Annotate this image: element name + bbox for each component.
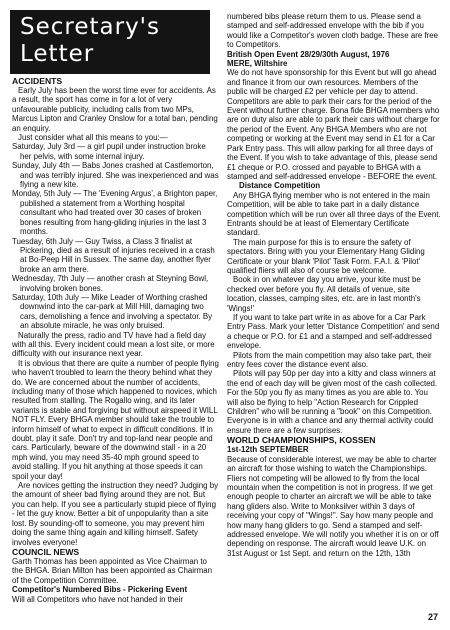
page-number: 27 — [427, 612, 438, 622]
distance-paragraph: Book in on whatever day you arrive, your kite must be checked over before you fly. All details of venue, site location, classes, camping sites, etc. are in last month's 'Wings!' — [227, 275, 421, 313]
accidents-intro: Early July has been the worst time ever for accidents. As a result, the sport has come in for a lot of very unfavourable publicity, including calls from two MPs, Marcus Lipton and Cranley Onslow for a total ban, pending an enquiry. — [12, 86, 218, 133]
accidents-paragraph: It is obvious that there are quite a number of people flying who haven't troubled to learn the theory behind what they do. We are concerned about the number of accidents, including many of those which happened to novices, which resulted from stalling. The Rogallo wing, and its later variants is stable and forgiving but without airspeed it WILL NOT FLY. Every BHGA member should take the trouble to inform himself of what to expect in difficult conditions. If in doubt, play it safe. Don't try and top-land near people and cars. Particularly, beware of the downwind stall - in a 20 mph wind, you may need 35-40 mph ground speed to avoid stalling. If you hit anything at those speeds it can spoil your day! — [12, 358, 219, 481]
accidents-intro: Just consider what all this means to you:— — [18, 133, 168, 143]
accidents-paragraph: Are novices getting the instruction they need? Judging by the amount of sheer bad flying around they are not. But you can help. If you see a particularly stupid piece of flying - let the guy know. Better a bit of unpopularity than a site lost. By sounding-off to someone, you may prevent him doing the same thing again and killing himself. Safety involves everyone! — [12, 481, 219, 547]
distance-heading: Distance Competition — [239, 181, 321, 191]
accident-entry: Sunday, July 4th — Babs Jones crashed at Castlemorton, and was terribly injured. She was inexperienced and was flying a new kite. — [12, 161, 219, 190]
world-championships-text: Because of considerable interest, we may be able to charter an aircraft for those wishing to watch the Championships. Fliers not competing will be allowed to fly from the local mountain when the competition is not in progress. If we get enough people to charter an aircraft we will be able to take hang gliders also. Write to Monksilver within 3 days of receiving your copy of "Wings!". Say how many people and how many hang gliders to go. Send a stamped and self-addressed envelope. We will notify you whether it is on or off depending on response. The aircraft would leave U.K. on 31st August or 1st Sept. and return on the 12th, 13th — [227, 454, 439, 558]
british-open-text: We do not have sponsorship for this Event but will go ahead and finance it from our own resources. Members of the public will be charged £2 per vehicle per day to attend. Competitors are able to park their cars for the period of the Event without further charge. Bona fide BHGA members who are on duty also are able to park their cars without charge for the period of the Event. Any BHGA Members who are not competing or working at the Event may send in £1 for a Car Park Entry pass. This will allow parking for all three days of the Event. If you wish to take advantage of this, please send £1 cheque or P.O. crossed and payable to BHGA with a stamped and self-addressed envelope - BEFORE the event. — [227, 68, 440, 181]
world-championships-dates: 1st-12th SEPTEMBER — [227, 445, 309, 455]
title-line-1: Secretary's — [20, 14, 160, 40]
distance-paragraph: Pilots will pay 50p per day into a kitty and class winners at the end of each day will be given most of the cash collected. For the 50p you fly as many times as you are able to. You will also be flying to help "Action Research for Crippled Children" who will be running a "book" on this Competition. Everyone is in with a chance and any thermal activity could ensure there are a few surprises. — [227, 369, 438, 435]
distance-paragraph: The main purpose for this is to ensure the safety of spectators. Bring with you your Elementary Hang Gliding Certificate or your blank 'Pilot' Task Form. F.A.I. & 'Pilot' qualified fliers will also of course be welcome. — [227, 237, 425, 275]
accident-entry: Saturday, July 3rd — a girl pupil under instruction broke her pelvis, with some internal injury. — [12, 142, 206, 161]
accident-entry: Saturday, 10th July — Mike Leader of Worthing crashed downwind into the car-park at Mill Hill, damaging two cars, demolishing a fence and involving a spectator. By an absolute miracle, he was only bruised. — [12, 292, 213, 331]
world-championships-heading: WORLD CHAMPIONSHIPS, KOSSEN — [227, 435, 376, 446]
british-open-location: MERE, Wiltshire — [227, 59, 288, 69]
accident-entry: Wednesday, 7th July — another crash at Steyning Bowl, involving broken bones. — [12, 274, 209, 293]
british-open-heading: British Open Event 28/29/30th August, 1976 — [227, 49, 390, 59]
accident-entry: Tuesday, 6th July — Guy Twiss, a Class 3 finalist at Pickering, died as a result of injuries received in a crash at Bo-Peep Hill in Sussex. The same day, another flyer broke an arm there. — [12, 236, 215, 274]
title-line-2: Letter — [20, 41, 95, 67]
left-column — [12, 76, 219, 604]
council-text: Garth Thomas has been appointed as Vice Chairman to the BHGA. Brian Milton has been appointed as Chairman of the Competition Committee. — [12, 556, 213, 585]
distance-paragraph: Any BHGA flying member who is not entered in the main Competition, will be able to take part in a daily distance competition which will be run over all three days of the Event. Entrants should be at least of Elementary Certificate standard. — [227, 190, 441, 238]
bibs-text-right: numbered bibs please return them to us. Please send a stamped and self-addressed envelope with the bib if you would like a Competitor's woven cloth badge. These are free to Competitors. — [227, 12, 439, 50]
bibs-heading: Competitor's Numbered Bibs - Pickering Event — [12, 585, 188, 595]
distance-paragraph: If you want to take part write in as above for a Car Park Entry Pass. Mark your letter 'Distance Competition' and send a cheque or P.O. for £1 and a stamped and self-addressed envelope. — [227, 313, 440, 351]
bibs-text-left: Will all Competitors who have not handed in their — [12, 594, 184, 604]
right-column — [227, 12, 441, 558]
accidents-heading: ACCIDENTS — [12, 76, 63, 86]
accidents-paragraph: Naturally the press, radio and TV have had a field day with all this. Every incident could mean a lost site, or more difficulty with our insurance next year. — [12, 330, 215, 359]
title-banner — [10, 10, 210, 74]
accident-entry: Monday, 5th July — The 'Evening Argus', a Brighton paper, published a statement from a Worthing hospital consultant who had treated over 30 cases of broken bones resulting from hang-gliding injuries in the last 3 months. — [12, 189, 218, 237]
council-heading: COUNCIL NEWS — [12, 546, 80, 557]
distance-paragraph: Pilots from the main competition may also take part, their entry fees cover the distance event also. — [227, 350, 432, 370]
